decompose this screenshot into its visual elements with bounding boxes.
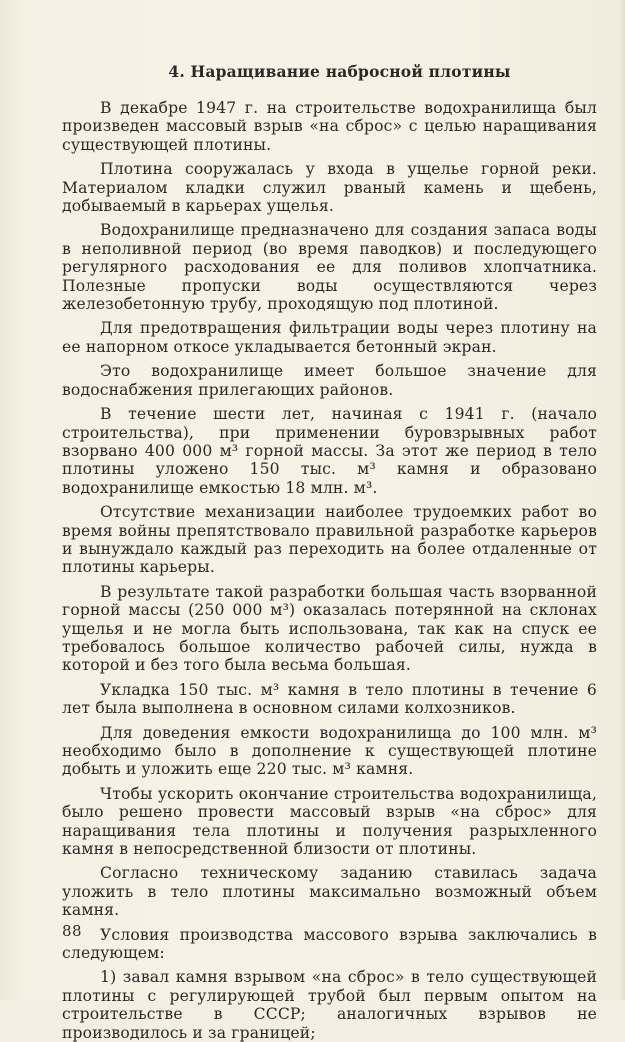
paragraph-8: В результате такой разработки большая часть взорванной горной массы (250 000 м³) оказалась потерянной на склонах ущелья и не могла быть использована, так как на спуск ее требовалось большое количество рабочей силы, нужда в которой и без того была весьма большая. (62, 582, 597, 675)
page-number: 88 (62, 922, 83, 940)
paragraph-7: Отсутствие механизации наиболее трудоемких работ во время войны препятствовало правильной разработке карьеров и вынуждало каждый раз переходить на более отдаленные от плотины карьеры. (62, 503, 597, 577)
paragraph-9: Укладка 150 тыс. м³ камня в тело плотины в течение 6 лет была выполнена в основном силами колхозников. (62, 680, 597, 718)
paragraph-6: В течение шести лет, начиная с 1941 г. (начало строительства), при применении буровзрывных работ взорвано 400 000 м³ горной массы. За этот же период в тело плотины уложено 150 тыс. м³ камня и образовано водохранилище емкостью 18 млн. м³. (62, 405, 597, 497)
paragraph-3: Водохранилище предназначено для создания запаса воды в неполивной период (во время паводков) и последующего регулярного расходования ее для поливов хлопчатника. Полезные пропуски воды осуществляются через железобетонную трубу, проходящую под плотиной. (62, 221, 597, 314)
paragraph-2: Плотина сооружалась у входа в ущелье горной реки. Материалом кладки служил рваный камень и щебень, добываемый в карьерах ущелья. (62, 160, 597, 216)
paragraph-4: Для предотвращения фильтрации воды через плотину на ее напорном откосе укладывается бетонный экран. (62, 319, 597, 356)
paragraph-12: Согласно техническому заданию ставилась задача уложить в тело плотины максимально возможный объем камня. (62, 864, 597, 920)
paragraph-10: Для доведения емкости водохранилища до 100 млн. м³ необходимо было в дополнение к существующей плотине добыть и уложить еще 220 тыс. м³ камня. (62, 723, 597, 779)
page-edge-shadow (619, 0, 625, 1000)
paragraph-11: Чтобы ускорить окончание строительства водохранилища, было решено провести массовый взрыв «на сброс» для наращивания тела плотины и получения разрыхленного камня в непосредственной близости от плотины. (62, 784, 597, 859)
paragraph-14: 1) завал камня взрывом «на сброс» в тело существующей плотины с регулирующей трубой был первым опытом на строительстве в СССР; аналогичных взрывов не производилось и за границей; (62, 968, 597, 1042)
section-title: 4. Наращивание набросной плотины (168, 62, 511, 81)
paragraph-13: Условия производства массового взрыва заключались в следующем: (62, 925, 597, 963)
paragraph-5: Это водохранилище имеет большое значение для водоснабжения прилегающих районов. (62, 362, 597, 399)
paragraph-1: В декабре 1947 г. на строительстве водохранилища был произведен массовый взрыв «на сброс» с целью наращивания существующей плотины. (62, 99, 597, 154)
